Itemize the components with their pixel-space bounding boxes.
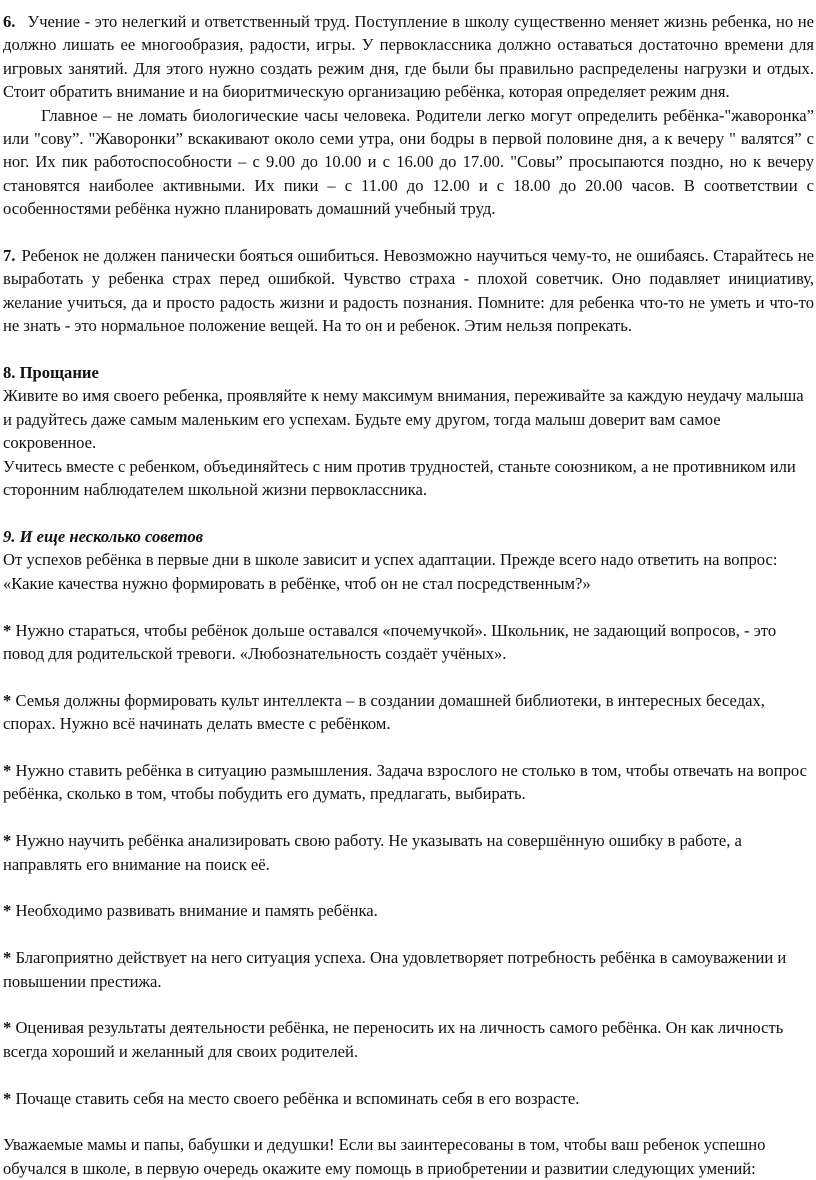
section-7-number: 7. [3,246,16,266]
tip-item [3,619,814,666]
bullet-star: * [3,1088,12,1108]
bullet-star: * [3,760,12,780]
tip-item [3,899,814,922]
spacer [3,806,814,829]
tip-item [3,759,814,806]
spacer [3,1063,814,1086]
bullet-star: * [3,948,12,968]
tip-text: Нужно стараться, чтобы ребёнок дольше оставался «почемучкой». Школьник, не задающий вопросов, - это повод для родительской тревоги. «Любознательность создаёт учёных». [3,620,777,663]
spacer [3,876,814,899]
spacer [3,1110,814,1133]
section-6-paragraph-2: Главное – не ломать биологические часы человека. Родители легко могут определить ребёнка-"жаворонка” или "сову”. "Жаворонки” вскакивают около семи утра, они бодры в первой половине дня, а к вечеру " валятся” с ног. Их пик работоспособности – с 9.00 до 10.00 и с 16.00 до 17.00. "Совы” просыпаются поздно, но к вечеру становятся наиболее активными. Их пики – с 11.00 до 12.00 и с 18.00 до 20.00 часов. В соответствии с особенностями ребёнка нужно планировать домашний учебный труд. [3,105,814,219]
spacer [3,595,814,618]
tip-text: Благоприятно действует на него ситуация успеха. Она удовлетворяет потребность ребёнка в самоуважении и повышении престижа. [3,948,787,991]
section-6-paragraph-1 [3,10,814,104]
tip-text: Семья должны формировать культ интеллекта – в создании домашней библиотеки, в интересных беседах, спорах. Нужно всё начинать делать вместе с ребёнком. [3,690,765,734]
tip-text: Оценивая результаты деятельности ребёнка, не переносить их на личность самого ребёнка. Он как личность всегда хороший и желанный для своих родителей. [3,1018,784,1061]
section-6-text-1: Учение - это нелегкий и ответственный труд. Поступление в школу существенно меняет жизнь ребенка, но не должно лишать ее многообразия, радости, игры. У первоклассника должно оставаться достаточно времени для игровых занятий. Для этого нужно создать режим дня, где были бы правильно распределены нагрузки и отдых. Стоит обратить внимание и на биоритмическую организацию ребёнка, которая определяет режим дня. [3,12,814,102]
section-7-text: Ребенок не должен панически бояться ошибиться. Невозможно научиться чему-то, не ошибаясь. Старайтесь не выработать у ребенка страх перед ошибкой. Чувство страха - плохой советчик. Оно подавляет инициативу, желание учиться, да и просто радость жизни и радость познания. Помните: для ребенка что-то не уметь и что-то не знать - это нормальное положение вещей. На то он и ребенок. Этим нельзя попрекать. [3,246,814,336]
spacer [3,665,814,688]
section-6-number: 6. [3,12,16,31]
tip-item [3,689,814,736]
bullet-star: * [3,831,12,851]
tip-item [3,829,814,876]
spacer [3,993,814,1016]
bullet-star: * [3,901,12,921]
spacer [3,338,814,361]
tip-item [3,1016,814,1063]
spacer [3,502,814,525]
spacer [3,923,814,946]
tip-text: Нужно ставить ребёнка в ситуацию размышления. Задача взрослого не столько в том, чтобы отвечать на вопрос ребёнка, сколько в том, чтобы побудить его думать, предлагать, выбирать. [3,760,807,804]
tip-text: Почаще ставить себя на место своего ребёнка и вспоминать себя в его возрасте. [15,1088,580,1108]
bullet-star: * [3,1018,12,1038]
section-9-intro: От успехов ребёнка в первые дни в школе зависит и успех адаптации. Прежде всего надо ответить на вопрос: «Какие качества нужно формировать в ребёнке, чтоб он не стал посредственным?» [3,550,778,593]
tip-item [3,946,814,993]
tip-text: Необходимо развивать внимание и память ребёнка. [15,901,378,921]
spacer [3,736,814,759]
spacer [3,221,814,244]
section-7-paragraph [3,244,814,338]
closing-paragraph: Уважаемые мамы и папы, бабушки и дедушки! Если вы заинтересованы в том, чтобы ваш ребенок успешно обучался в школе, в первую очередь окажите ему помощь в приобретении и развитии следующих умений: [3,1135,766,1178]
section-8-paragraph-2: Учитесь вместе с ребенком, объединяйтесь с ним против трудностей, станьте союзником, а не противником или сторонним наблюдателем школьной жизни первоклассника. [3,456,796,500]
bullet-star: * [3,690,12,710]
section-9-heading: 9. И еще несколько советов [3,526,204,546]
tip-item [3,1087,814,1110]
section-8-heading: 8. Прощание [3,363,99,383]
section-8-paragraph-1: Живите во имя своего ребенка, проявляйте к нему максимум внимания, переживайте за каждую неудачу малыша и радуйтесь даже самым маленьким его успехам. Будьте ему другом, тогда малыш доверит вам самое сокровенное. [3,386,804,453]
tip-text: Нужно научить ребёнка анализировать свою работу. Не указывать на совершённую ошибку в работе, а направлять его внимание на поиск её. [3,831,742,874]
bullet-star: * [3,620,12,640]
